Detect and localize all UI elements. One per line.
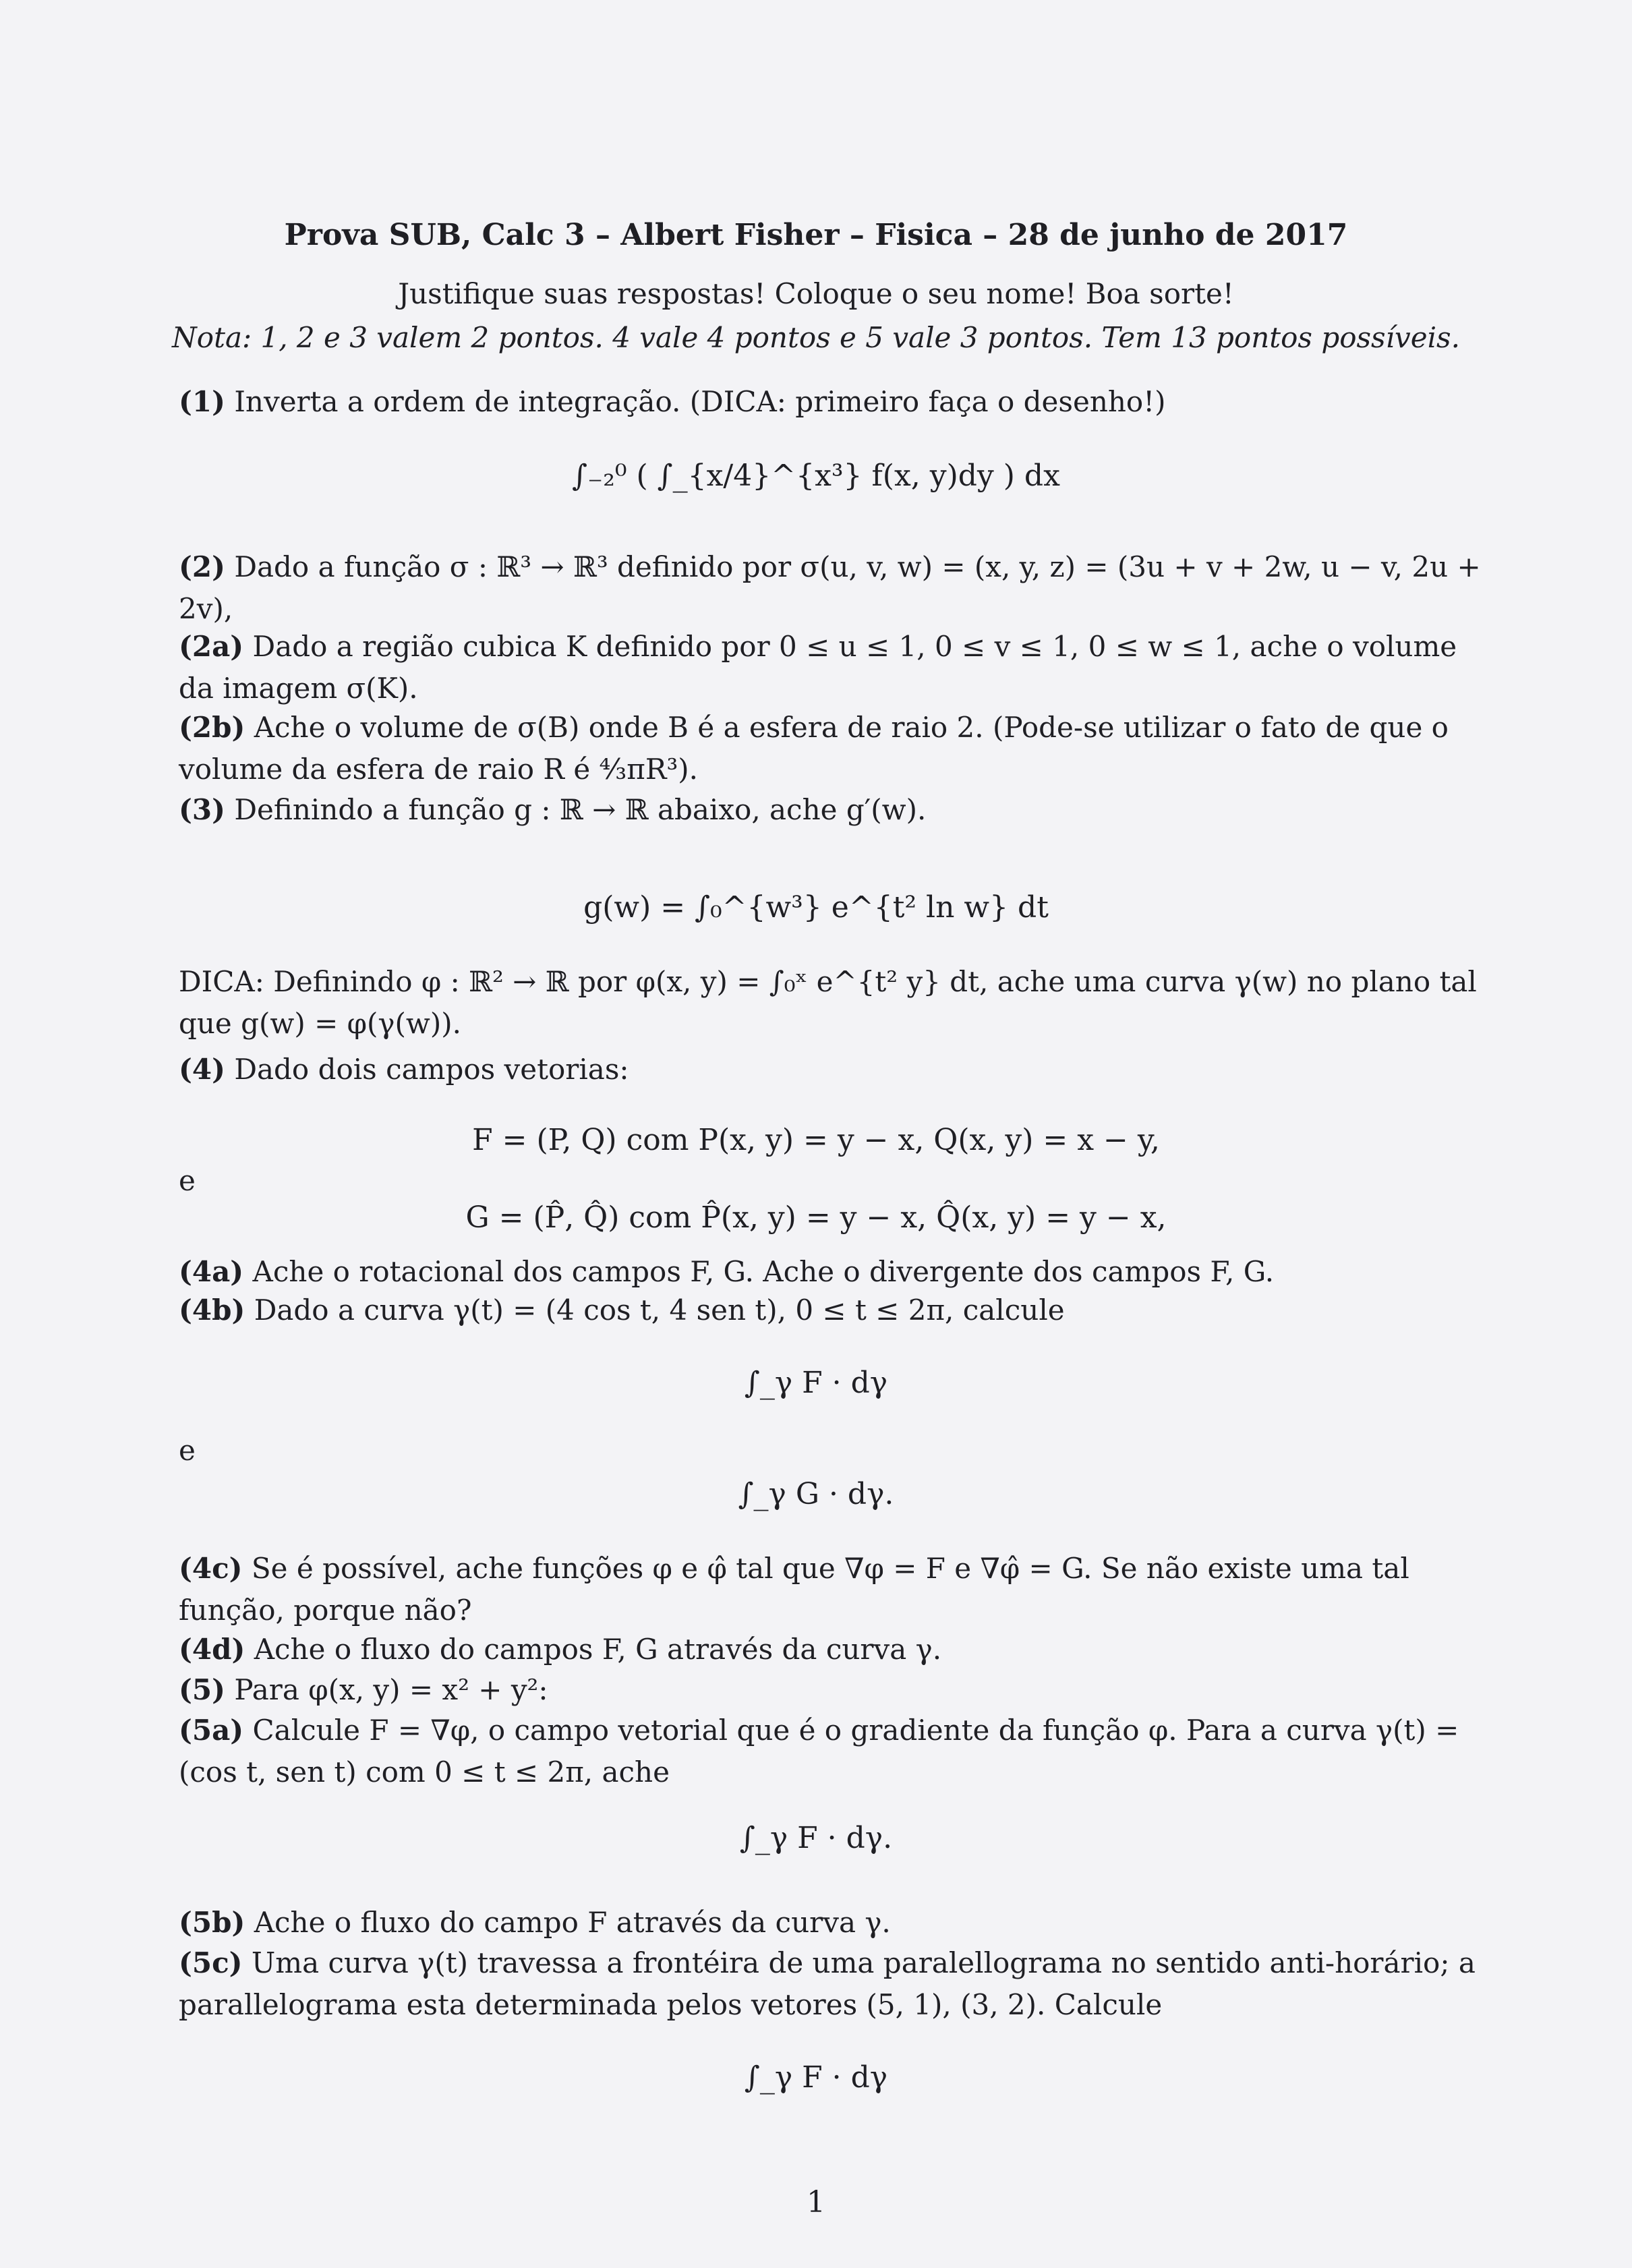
question-5a bbox=[179, 1710, 1494, 1793]
question-text: Inverta a ordem de integração. (DICA: primeiro faça o desenho!) bbox=[234, 385, 1166, 418]
integral-5a: ∫_γ F · dγ. bbox=[739, 1821, 893, 1855]
question-number: (4a) bbox=[179, 1255, 244, 1288]
question-5b bbox=[179, 1902, 1494, 1944]
question-number: (5a) bbox=[179, 1714, 244, 1747]
formula-field-f: F = (P, Q) com P(x, y) = y − x, Q(x, y) = x − y, bbox=[472, 1123, 1160, 1157]
question-number: (1) bbox=[179, 385, 225, 418]
question-5c bbox=[179, 1942, 1494, 2026]
page-number: 1 bbox=[807, 2185, 825, 2219]
question-number: (4) bbox=[179, 1053, 225, 1086]
instructions: Justifique suas respostas! Coloque o seu nome! Boa sorte! bbox=[398, 277, 1234, 310]
question-text: Para φ(x, y) = x² + y²: bbox=[234, 1673, 548, 1706]
exam-title: Prova SUB, Calc 3 – Albert Fisher – Fisica – 28 de junho de 2017 bbox=[284, 218, 1348, 252]
question-text: Ache o fluxo do campo F através da curva γ. bbox=[254, 1906, 891, 1939]
conjunction: e bbox=[179, 1164, 196, 1197]
question-4d bbox=[179, 1629, 1494, 1670]
question-text: Definindo a função g : ℝ → ℝ abaixo, ache g′(w). bbox=[234, 793, 927, 826]
question-number: (2) bbox=[179, 550, 225, 583]
formula-q1: ∫₋₂⁰ ( ∫_{x/4}^{x³} f(x, y)dy ) dx bbox=[572, 459, 1060, 493]
integral-5c: ∫_γ F · dγ bbox=[744, 2060, 888, 2095]
question-4b bbox=[179, 1289, 1494, 1331]
question-number: (5) bbox=[179, 1673, 225, 1706]
question-number: (2b) bbox=[179, 711, 245, 744]
grading-note: Nota: 1, 2 e 3 valem 2 pontos. 4 vale 4 pontos e 5 vale 3 pontos. Tem 13 pontos possíveis. bbox=[172, 321, 1460, 354]
question-2a bbox=[179, 626, 1494, 709]
question-5 bbox=[179, 1669, 1494, 1711]
integral-f: ∫_γ F · dγ bbox=[744, 1366, 888, 1400]
hint-q3: DICA: Definindo φ : ℝ² → ℝ por φ(x, y) = ∫₀ˣ e^{t² y} dt, ache uma curva γ(w) no plano tal que g(w) = φ(γ(w)). bbox=[179, 965, 1477, 1040]
question-2 bbox=[179, 546, 1494, 630]
question-text: Dado a região cubica K definido por 0 ≤ u ≤ 1, 0 ≤ v ≤ 1, 0 ≤ w ≤ 1, ache o volume da imagem σ(K). bbox=[179, 630, 1457, 705]
question-number: (2a) bbox=[179, 630, 244, 663]
question-1 bbox=[179, 381, 1494, 423]
question-text: Calcule F = ∇φ, o campo vetorial que é o gradiente da função φ. Para a curva γ(t) = (cos t, sen t) com 0 ≤ t ≤ 2π, ache bbox=[179, 1714, 1459, 1789]
question-text: Dado a curva γ(t) = (4 cos t, 4 sen t), 0 ≤ t ≤ 2π, calcule bbox=[254, 1293, 1065, 1327]
question-number: (4b) bbox=[179, 1293, 245, 1327]
question-2b bbox=[179, 707, 1494, 790]
question-number: (4d) bbox=[179, 1633, 245, 1666]
conjunction: e bbox=[179, 1434, 196, 1467]
question-number: (4c) bbox=[179, 1552, 243, 1585]
question-text: Ache o fluxo do campos F, G através da curva γ. bbox=[254, 1633, 942, 1666]
question-4 bbox=[179, 1049, 1494, 1091]
question-number: (3) bbox=[179, 793, 225, 826]
integral-g: ∫_γ G · dγ. bbox=[738, 1477, 894, 1511]
question-text: Ache o rotacional dos campos F, G. Ache o divergente dos campos F, G. bbox=[252, 1255, 1275, 1288]
question-text: Dado a função σ : ℝ³ → ℝ³ definido por σ(u, v, w) = (x, y, z) = (3u + v + 2w, u − v, 2u + 2v), bbox=[179, 550, 1481, 625]
question-number: (5b) bbox=[179, 1906, 245, 1939]
formula-q3: g(w) = ∫₀^{w³} e^{t² ln w} dt bbox=[583, 890, 1049, 925]
question-4a bbox=[179, 1251, 1494, 1293]
question-text: Ache o volume de σ(B) onde B é a esfera de raio 2. (Pode-se utilizar o fato de que o volume da esfera de raio R é ⁴⁄₃πR³). bbox=[179, 711, 1449, 786]
question-text: Dado dois campos vetorias: bbox=[234, 1053, 629, 1086]
question-number: (5c) bbox=[179, 1946, 243, 1979]
question-3 bbox=[179, 789, 1494, 831]
formula-field-g: G = (P̂, Q̂) com P̂(x, y) = y − x, Q̂(x, y) = y − x, bbox=[465, 1200, 1167, 1235]
question-text: Uma curva γ(t) travessa a frontéira de uma paralellograma no sentido anti-horário; a parallelograma esta determinada pelos vetores (5, 1), (3, 2). Calcule bbox=[179, 1946, 1476, 2021]
question-text: Se é possível, ache funções φ e φ̂ tal que ∇φ = F e ∇φ̂ = G. Se não existe uma tal função, porque não? bbox=[179, 1552, 1409, 1627]
question-4c bbox=[179, 1548, 1494, 1631]
